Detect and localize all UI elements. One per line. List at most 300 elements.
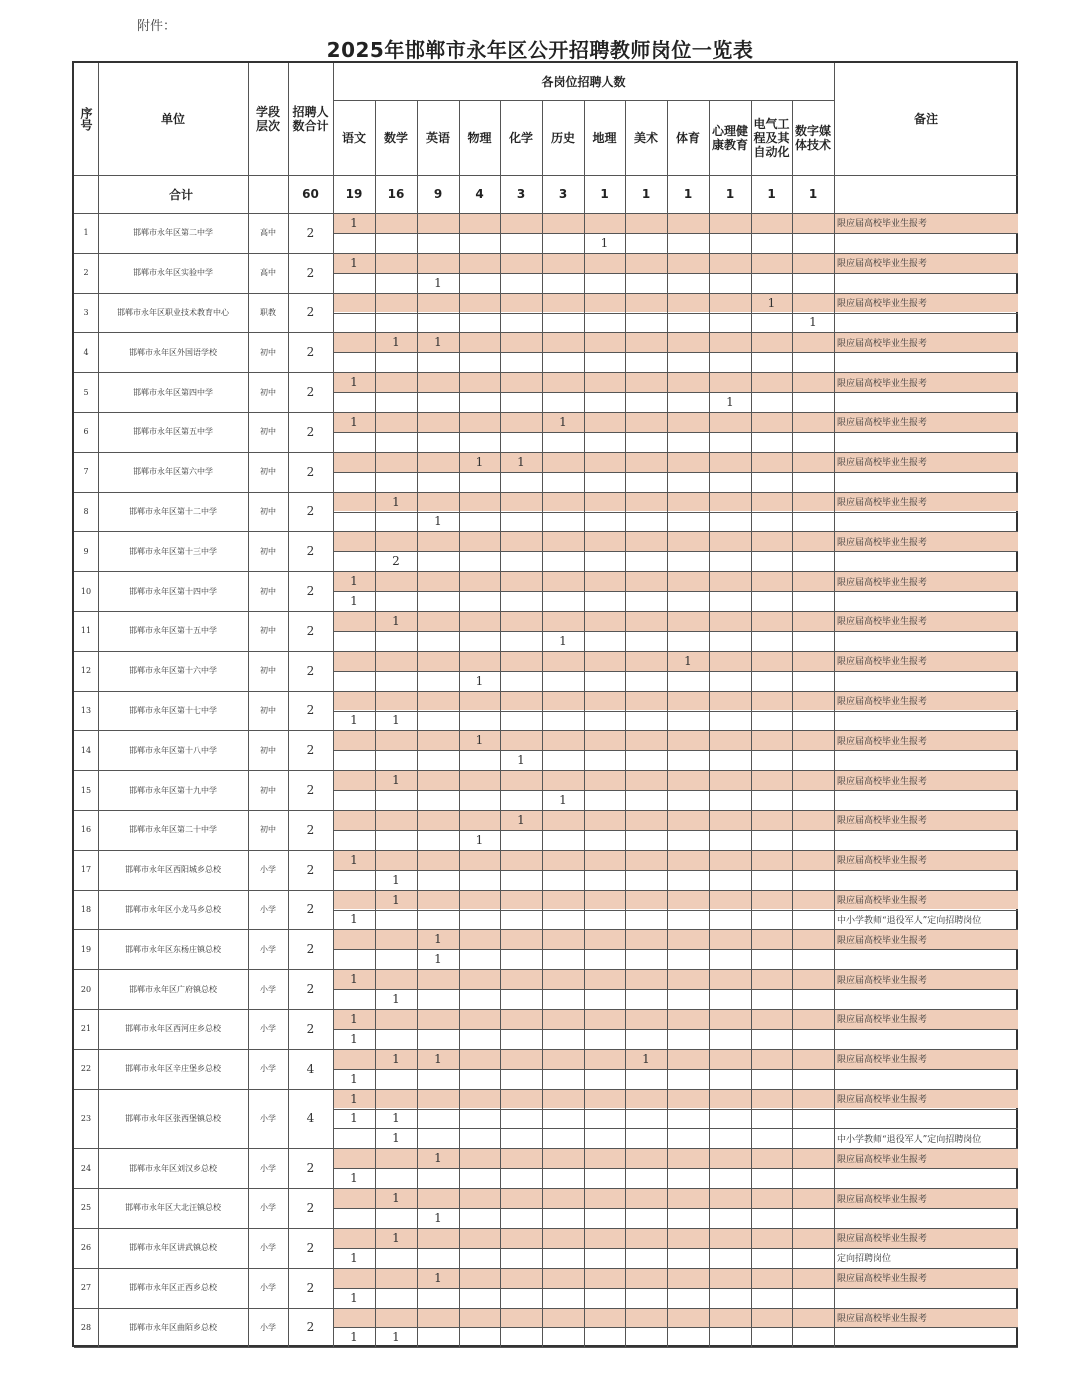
- row-total: 2: [306, 902, 315, 917]
- grid-line: [333, 1248, 1018, 1249]
- row-unit: 邯郸市永年区第十七中学: [129, 705, 217, 715]
- row-unit: 邯郸市永年区正西乡总校: [129, 1283, 217, 1293]
- totals-subject-value: 19: [345, 187, 363, 201]
- header-subject: 电气工程及其自动化: [753, 116, 790, 159]
- grid-line: [333, 1168, 1018, 1169]
- totals-total: 60: [302, 187, 319, 201]
- grid-line: [333, 352, 1018, 353]
- row-subject-value: 1: [434, 1210, 442, 1225]
- row-unit: 邯郸市永年区大北汪镇总校: [125, 1203, 221, 1213]
- row-remark: 限应届高校毕业生报考: [837, 856, 928, 867]
- row-unit: 邯郸市永年区第五中学: [133, 427, 213, 437]
- header-subject: 语文: [341, 130, 366, 145]
- row-remark: 限应届高校毕业生报考: [837, 975, 928, 986]
- row-remark: 限应届高校毕业生报考: [837, 1194, 928, 1205]
- row-subject-value: 1: [350, 215, 358, 230]
- totals-subject-value: 9: [433, 187, 443, 201]
- row-total: 4: [306, 1061, 315, 1076]
- row-subject-value: 1: [350, 375, 358, 390]
- row-subject-value: 1: [350, 1071, 358, 1086]
- row-remark: 限应届高校毕业生报考: [837, 338, 928, 349]
- grid-line: [74, 1049, 1018, 1050]
- totals-subject-value: 16: [387, 187, 405, 201]
- row-number: 3: [83, 307, 89, 317]
- grid-line: [333, 551, 1018, 552]
- grid-line: [333, 711, 1018, 712]
- grid-line: [542, 100, 543, 1347]
- grid-line: [74, 293, 1018, 294]
- row-remark: 限应届高校毕业生报考: [837, 537, 928, 548]
- grid-line: [625, 100, 626, 1347]
- row-remark: 限应届高校毕业生报考: [837, 1234, 928, 1245]
- grid-line: [74, 452, 1018, 453]
- grid-line: [74, 372, 1018, 373]
- row-level: 小学: [260, 944, 276, 954]
- grid-line: [333, 432, 1018, 433]
- row-total: 2: [306, 584, 315, 599]
- row-total: 2: [306, 703, 315, 718]
- row-subject-value: 1: [434, 932, 442, 947]
- grid-line: [74, 651, 1018, 652]
- row-remark: 限应届高校毕业生报考: [837, 378, 928, 389]
- grid-line: [792, 100, 793, 1347]
- grid-line: [74, 1228, 1018, 1229]
- grid-line: [834, 100, 835, 1347]
- grid-line: [288, 63, 289, 1347]
- row-number: 9: [83, 546, 89, 556]
- grid-line: [333, 949, 1018, 950]
- attachment-label: 附件：: [137, 19, 177, 34]
- grid-line: [333, 870, 1018, 871]
- grid-line: [333, 671, 1018, 672]
- row-total: 2: [306, 305, 315, 320]
- grid-line: [74, 1347, 1018, 1348]
- row-level: 初中: [260, 666, 276, 676]
- row-total: 2: [306, 1240, 315, 1255]
- row-subject-value: 1: [350, 1250, 358, 1265]
- grid-line: [500, 100, 501, 1347]
- grid-line: [333, 910, 1018, 911]
- row-subject-value: 1: [392, 335, 400, 350]
- row-unit: 邯郸市永年区第十八中学: [129, 745, 217, 755]
- totals-subject-value: 1: [641, 187, 651, 201]
- row-remark: 限应届高校毕业生报考: [837, 259, 928, 270]
- row-number: 11: [80, 626, 92, 636]
- row-unit: 邯郸市永年区辛庄堡乡总校: [125, 1064, 221, 1074]
- totals-subject-value: 1: [767, 187, 776, 201]
- grid-line: [417, 100, 418, 1347]
- grid-line: [74, 175, 1018, 176]
- row-subject-value: 1: [434, 275, 442, 290]
- row-remark: 限应届高校毕业生报考: [837, 299, 928, 310]
- row-subject-value: 1: [392, 773, 400, 788]
- row-remark: 限应届高校毕业生报考: [837, 697, 928, 708]
- grid-line: [667, 100, 668, 1347]
- row-level: 初中: [260, 347, 276, 357]
- grid-line: [333, 830, 1018, 831]
- row-unit: 邯郸市永年区广府镇总校: [129, 984, 217, 994]
- row-subject-value: 1: [559, 633, 567, 648]
- row-number: 13: [80, 705, 92, 715]
- row-total: 2: [306, 1280, 315, 1295]
- row-subject-value: 1: [684, 653, 692, 668]
- row-total: 2: [306, 424, 315, 439]
- row-subject-value: 1: [350, 414, 358, 429]
- row-unit: 邯郸市永年区曲陌乡总校: [129, 1322, 217, 1332]
- grid-line: [333, 1069, 1018, 1070]
- row-remark: 限应届高校毕业生报考: [837, 498, 928, 509]
- grid-line: [248, 63, 249, 1347]
- row-subject-value: 1: [392, 494, 400, 509]
- row-total: 2: [306, 623, 315, 638]
- recruitment-table: [72, 61, 1018, 1347]
- row-total: 2: [306, 464, 315, 479]
- grid-line: [333, 512, 1018, 513]
- row-subject-value: 1: [434, 1051, 442, 1066]
- row-level: 小学: [260, 1064, 276, 1074]
- row-number: 24: [80, 1163, 92, 1173]
- grid-line: [333, 313, 1018, 314]
- row-subject-value: 1: [350, 1111, 358, 1126]
- row-total: 2: [306, 862, 315, 877]
- grid-line: [333, 273, 1018, 274]
- header-seq: 序号: [79, 107, 93, 131]
- row-unit: 邯郸市永年区小龙马乡总校: [125, 904, 221, 914]
- row-subject-value: 1: [350, 1011, 358, 1026]
- header-subject: 地理: [592, 130, 617, 145]
- row-total: 2: [306, 743, 315, 758]
- row-number: 10: [80, 586, 92, 596]
- row-subject-value: 1: [517, 454, 525, 469]
- row-subject-value: 1: [726, 395, 734, 410]
- row-unit: 邯郸市永年区东杨庄镇总校: [125, 944, 221, 954]
- row-number: 15: [80, 785, 92, 795]
- grid-line: [74, 1089, 1018, 1090]
- row-subject-value: 1: [350, 1330, 358, 1345]
- row-subject-value: 1: [475, 832, 484, 847]
- row-number: 8: [83, 506, 89, 516]
- row-level: 初中: [260, 745, 276, 755]
- row-number: 23: [80, 1113, 92, 1123]
- row-subject-value: 1: [809, 315, 817, 330]
- row-level: 初中: [260, 427, 276, 437]
- grid-line: [709, 100, 710, 1347]
- row-total: 2: [306, 225, 315, 240]
- grid-line: [74, 332, 1018, 333]
- row-subject-value: 1: [559, 793, 567, 808]
- grid-line: [74, 770, 1018, 771]
- row-unit: 邯郸市永年区西河庄乡总校: [125, 1024, 221, 1034]
- grid-line: [333, 1327, 1018, 1328]
- row-level: 小学: [260, 1283, 276, 1293]
- row-level: 职教: [260, 307, 276, 317]
- row-total: 2: [306, 663, 315, 678]
- row-subject-value: 1: [350, 1171, 358, 1186]
- row-level: 小学: [260, 1113, 276, 1123]
- grid-line: [333, 392, 1018, 393]
- row-level: 初中: [260, 825, 276, 835]
- row-number: 14: [80, 745, 92, 755]
- row-subject-value: 1: [600, 235, 609, 250]
- row-number: 22: [80, 1064, 92, 1074]
- row-level: 初中: [260, 705, 276, 715]
- row-number: 6: [83, 427, 89, 437]
- row-subject-value: 1: [392, 1191, 400, 1206]
- grid-line: [333, 989, 1018, 990]
- row-number: 16: [80, 825, 92, 835]
- grid-line: [333, 750, 1018, 751]
- grid-line: [333, 1029, 1018, 1030]
- row-subject-value: 1: [392, 892, 400, 907]
- row-unit: 邯郸市永年区第十三中学: [129, 546, 217, 556]
- row-remark: 限应届高校毕业生报考: [837, 816, 928, 827]
- row-remark: 限应届高校毕业生报考: [837, 418, 928, 429]
- row-remark: 中小学教师“退役军人”定向招聘岗位: [837, 915, 982, 926]
- row-subject-value: 1: [434, 335, 442, 350]
- row-subject-value: 1: [392, 1131, 400, 1146]
- row-subject-value: 1: [350, 972, 358, 987]
- row-level: 小学: [260, 1163, 276, 1173]
- totals-subject-value: 1: [725, 187, 735, 201]
- header-positions-group: 各岗位招聘人数: [541, 74, 626, 89]
- row-unit: 邯郸市永年区外国语学校: [129, 347, 217, 357]
- grid-line: [74, 929, 1018, 930]
- row-total: 2: [306, 1320, 315, 1335]
- grid-line: [333, 233, 1018, 234]
- header-subject: 英语: [425, 130, 450, 145]
- row-number: 28: [80, 1322, 92, 1332]
- row-subject-value: 1: [392, 992, 400, 1007]
- row-subject-value: 1: [350, 594, 358, 609]
- totals-label: 合计: [168, 187, 193, 202]
- grid-line: [333, 790, 1018, 791]
- row-total: 2: [306, 544, 315, 559]
- row-remark: 限应届高校毕业生报考: [837, 458, 928, 469]
- grid-line: [74, 1009, 1018, 1010]
- row-unit: 邯郸市永年区实验中学: [133, 268, 213, 278]
- row-subject-value: 2: [392, 554, 400, 569]
- row-level: 高中: [260, 228, 276, 238]
- header-subject: 历史: [550, 130, 575, 145]
- grid-line: [333, 591, 1018, 592]
- grid-line: [333, 100, 834, 101]
- row-unit: 邯郸市永年区第二中学: [133, 228, 213, 238]
- row-unit: 邯郸市永年区第十五中学: [129, 626, 217, 636]
- totals-subject-value: 1: [683, 187, 693, 201]
- row-subject-value: 1: [392, 613, 400, 628]
- row-level: 初中: [260, 506, 276, 516]
- row-level: 小学: [260, 1203, 276, 1213]
- grid-line: [74, 810, 1018, 811]
- row-level: 初中: [260, 546, 276, 556]
- grid-line: [74, 850, 1018, 851]
- row-subject-value: 1: [642, 1051, 650, 1066]
- row-remark: 定向招聘岗位: [837, 1254, 892, 1265]
- row-total: 2: [306, 783, 315, 798]
- row-total: 2: [306, 942, 315, 957]
- row-subject-value: 1: [350, 1091, 358, 1106]
- row-subject-value: 1: [392, 1111, 400, 1126]
- grid-line: [74, 1308, 1018, 1309]
- row-number: 5: [83, 387, 89, 397]
- row-level: 初中: [260, 467, 276, 477]
- row-level: 初中: [260, 626, 276, 636]
- grid-line: [74, 890, 1018, 891]
- row-unit: 邯郸市永年区第十四中学: [129, 586, 217, 596]
- row-subject-value: 1: [475, 733, 484, 748]
- header-level: 学段层次: [255, 105, 280, 133]
- row-remark: 限应届高校毕业生报考: [837, 776, 928, 787]
- row-subject-value: 1: [350, 255, 358, 270]
- row-subject-value: 1: [350, 912, 358, 927]
- row-subject-value: 1: [350, 1290, 358, 1305]
- row-remark: 限应届高校毕业生报考: [837, 1154, 928, 1165]
- grid-line: [333, 472, 1018, 473]
- row-unit: 邯郸市永年区职业技术教育中心: [117, 307, 229, 317]
- row-unit: 邯郸市永年区西阳城乡总校: [125, 865, 221, 875]
- row-number: 18: [80, 904, 92, 914]
- row-level: 小学: [260, 865, 276, 875]
- header-subject: 化学: [508, 130, 533, 145]
- row-number: 1: [83, 228, 89, 238]
- row-level: 小学: [260, 984, 276, 994]
- row-subject-value: 1: [350, 574, 358, 589]
- header-total: 招聘人数合计: [292, 105, 329, 133]
- row-total: 2: [306, 982, 315, 997]
- row-number: 17: [80, 865, 92, 875]
- row-subject-value: 1: [434, 1151, 442, 1166]
- row-remark: 限应届高校毕业生报考: [837, 935, 928, 946]
- row-subject-value: 1: [392, 1330, 400, 1345]
- grid-line: [584, 100, 585, 1347]
- totals-subject-value: 1: [600, 187, 609, 201]
- row-level: 小学: [260, 1322, 276, 1332]
- totals-subject-value: 3: [558, 187, 568, 201]
- header-remark: 备注: [913, 112, 938, 126]
- row-total: 4: [306, 1111, 315, 1126]
- row-level: 初中: [260, 785, 276, 795]
- header-subject: 美术: [633, 130, 658, 145]
- row-total: 2: [306, 345, 315, 360]
- row-unit: 邯郸市永年区第十九中学: [129, 785, 217, 795]
- row-level: 高中: [260, 268, 276, 278]
- header-subject: 体育: [675, 130, 700, 145]
- row-subject-value: 1: [517, 812, 525, 827]
- row-remark: 中小学教师“退役军人”定向招聘岗位: [837, 1134, 982, 1145]
- row-subject-value: 1: [517, 753, 525, 768]
- row-number: 20: [80, 984, 92, 994]
- row-level: 初中: [260, 387, 276, 397]
- grid-line: [74, 730, 1018, 731]
- row-remark: 限应届高校毕业生报考: [837, 219, 928, 230]
- row-level: 初中: [260, 586, 276, 596]
- grid-line: [333, 1208, 1018, 1209]
- row-unit: 邯郸市永年区第十六中学: [129, 666, 217, 676]
- row-remark: 限应届高校毕业生报考: [837, 1095, 928, 1106]
- grid-line: [333, 63, 334, 1347]
- row-remark: 限应届高校毕业生报考: [837, 1274, 928, 1285]
- row-subject-value: 1: [475, 673, 484, 688]
- grid-line: [834, 63, 835, 100]
- grid-line: [751, 100, 752, 1347]
- grid-line: [74, 412, 1018, 413]
- grid-line: [74, 611, 1018, 612]
- row-level: 小学: [260, 1243, 276, 1253]
- row-subject-value: 1: [350, 852, 358, 867]
- grid-line: [74, 571, 1018, 572]
- header-unit: 单位: [160, 112, 185, 126]
- row-number: 7: [83, 467, 89, 477]
- row-subject-value: 1: [350, 1031, 358, 1046]
- grid-line: [375, 100, 376, 1347]
- row-subject-value: 1: [392, 713, 400, 728]
- row-number: 4: [83, 347, 89, 357]
- row-unit: 邯郸市永年区第二十中学: [129, 825, 217, 835]
- row-subject-value: 1: [475, 454, 484, 469]
- row-number: 2: [83, 268, 89, 278]
- row-subject-value: 1: [434, 514, 442, 529]
- row-total: 2: [306, 822, 315, 837]
- header-subject: 数学: [383, 130, 408, 145]
- row-total: 2: [306, 385, 315, 400]
- row-total: 2: [306, 1161, 315, 1176]
- row-remark: 限应届高校毕业生报考: [837, 736, 928, 747]
- totals-subject-value: 1: [808, 187, 818, 201]
- grid-line: [74, 213, 1018, 214]
- grid-line: [74, 1148, 1018, 1149]
- row-subject-value: 1: [350, 713, 358, 728]
- row-total: 2: [306, 265, 315, 280]
- grid-line: [74, 969, 1018, 970]
- header-subject: 物理: [467, 130, 492, 145]
- row-remark: 限应届高校毕业生报考: [837, 577, 928, 588]
- row-unit: 邯郸市永年区讲武镇总校: [129, 1243, 217, 1253]
- row-subject-value: 1: [559, 414, 567, 429]
- grid-line: [74, 1188, 1018, 1189]
- grid-line: [98, 63, 99, 1347]
- row-unit: 邯郸市永年区第六中学: [133, 467, 213, 477]
- grid-line: [333, 631, 1018, 632]
- row-unit: 邯郸市永年区第四中学: [133, 387, 213, 397]
- header-subject: 心理健康教育: [711, 123, 748, 152]
- row-subject-value: 1: [392, 872, 400, 887]
- grid-line: [459, 100, 460, 1347]
- page-title: 2025年邯郸市永年区公开招聘教师岗位一览表: [326, 38, 754, 62]
- grid-line: [74, 531, 1018, 532]
- grid-line: [333, 1109, 1018, 1110]
- row-subject-value: 1: [434, 1270, 442, 1285]
- row-remark: 限应届高校毕业生报考: [837, 1015, 928, 1026]
- grid-line: [74, 492, 1018, 493]
- grid-line: [74, 691, 1018, 692]
- row-remark: 限应届高校毕业生报考: [837, 1055, 928, 1066]
- grid-line: [74, 253, 1018, 254]
- row-unit: 邯郸市永年区张西堡镇总校: [125, 1113, 221, 1123]
- grid-line: [333, 1128, 1018, 1129]
- row-number: 12: [80, 666, 92, 676]
- row-number: 27: [80, 1283, 92, 1293]
- row-remark: 限应届高校毕业生报考: [837, 617, 928, 628]
- row-level: 小学: [260, 904, 276, 914]
- header-subject: 数字媒体技术: [794, 123, 831, 152]
- grid-line: [333, 1288, 1018, 1289]
- row-subject-value: 1: [767, 295, 776, 310]
- totals-subject-value: 4: [475, 187, 484, 201]
- row-number: 19: [80, 944, 92, 954]
- row-level: 小学: [260, 1024, 276, 1034]
- row-total: 2: [306, 1200, 315, 1215]
- totals-subject-value: 3: [516, 187, 526, 201]
